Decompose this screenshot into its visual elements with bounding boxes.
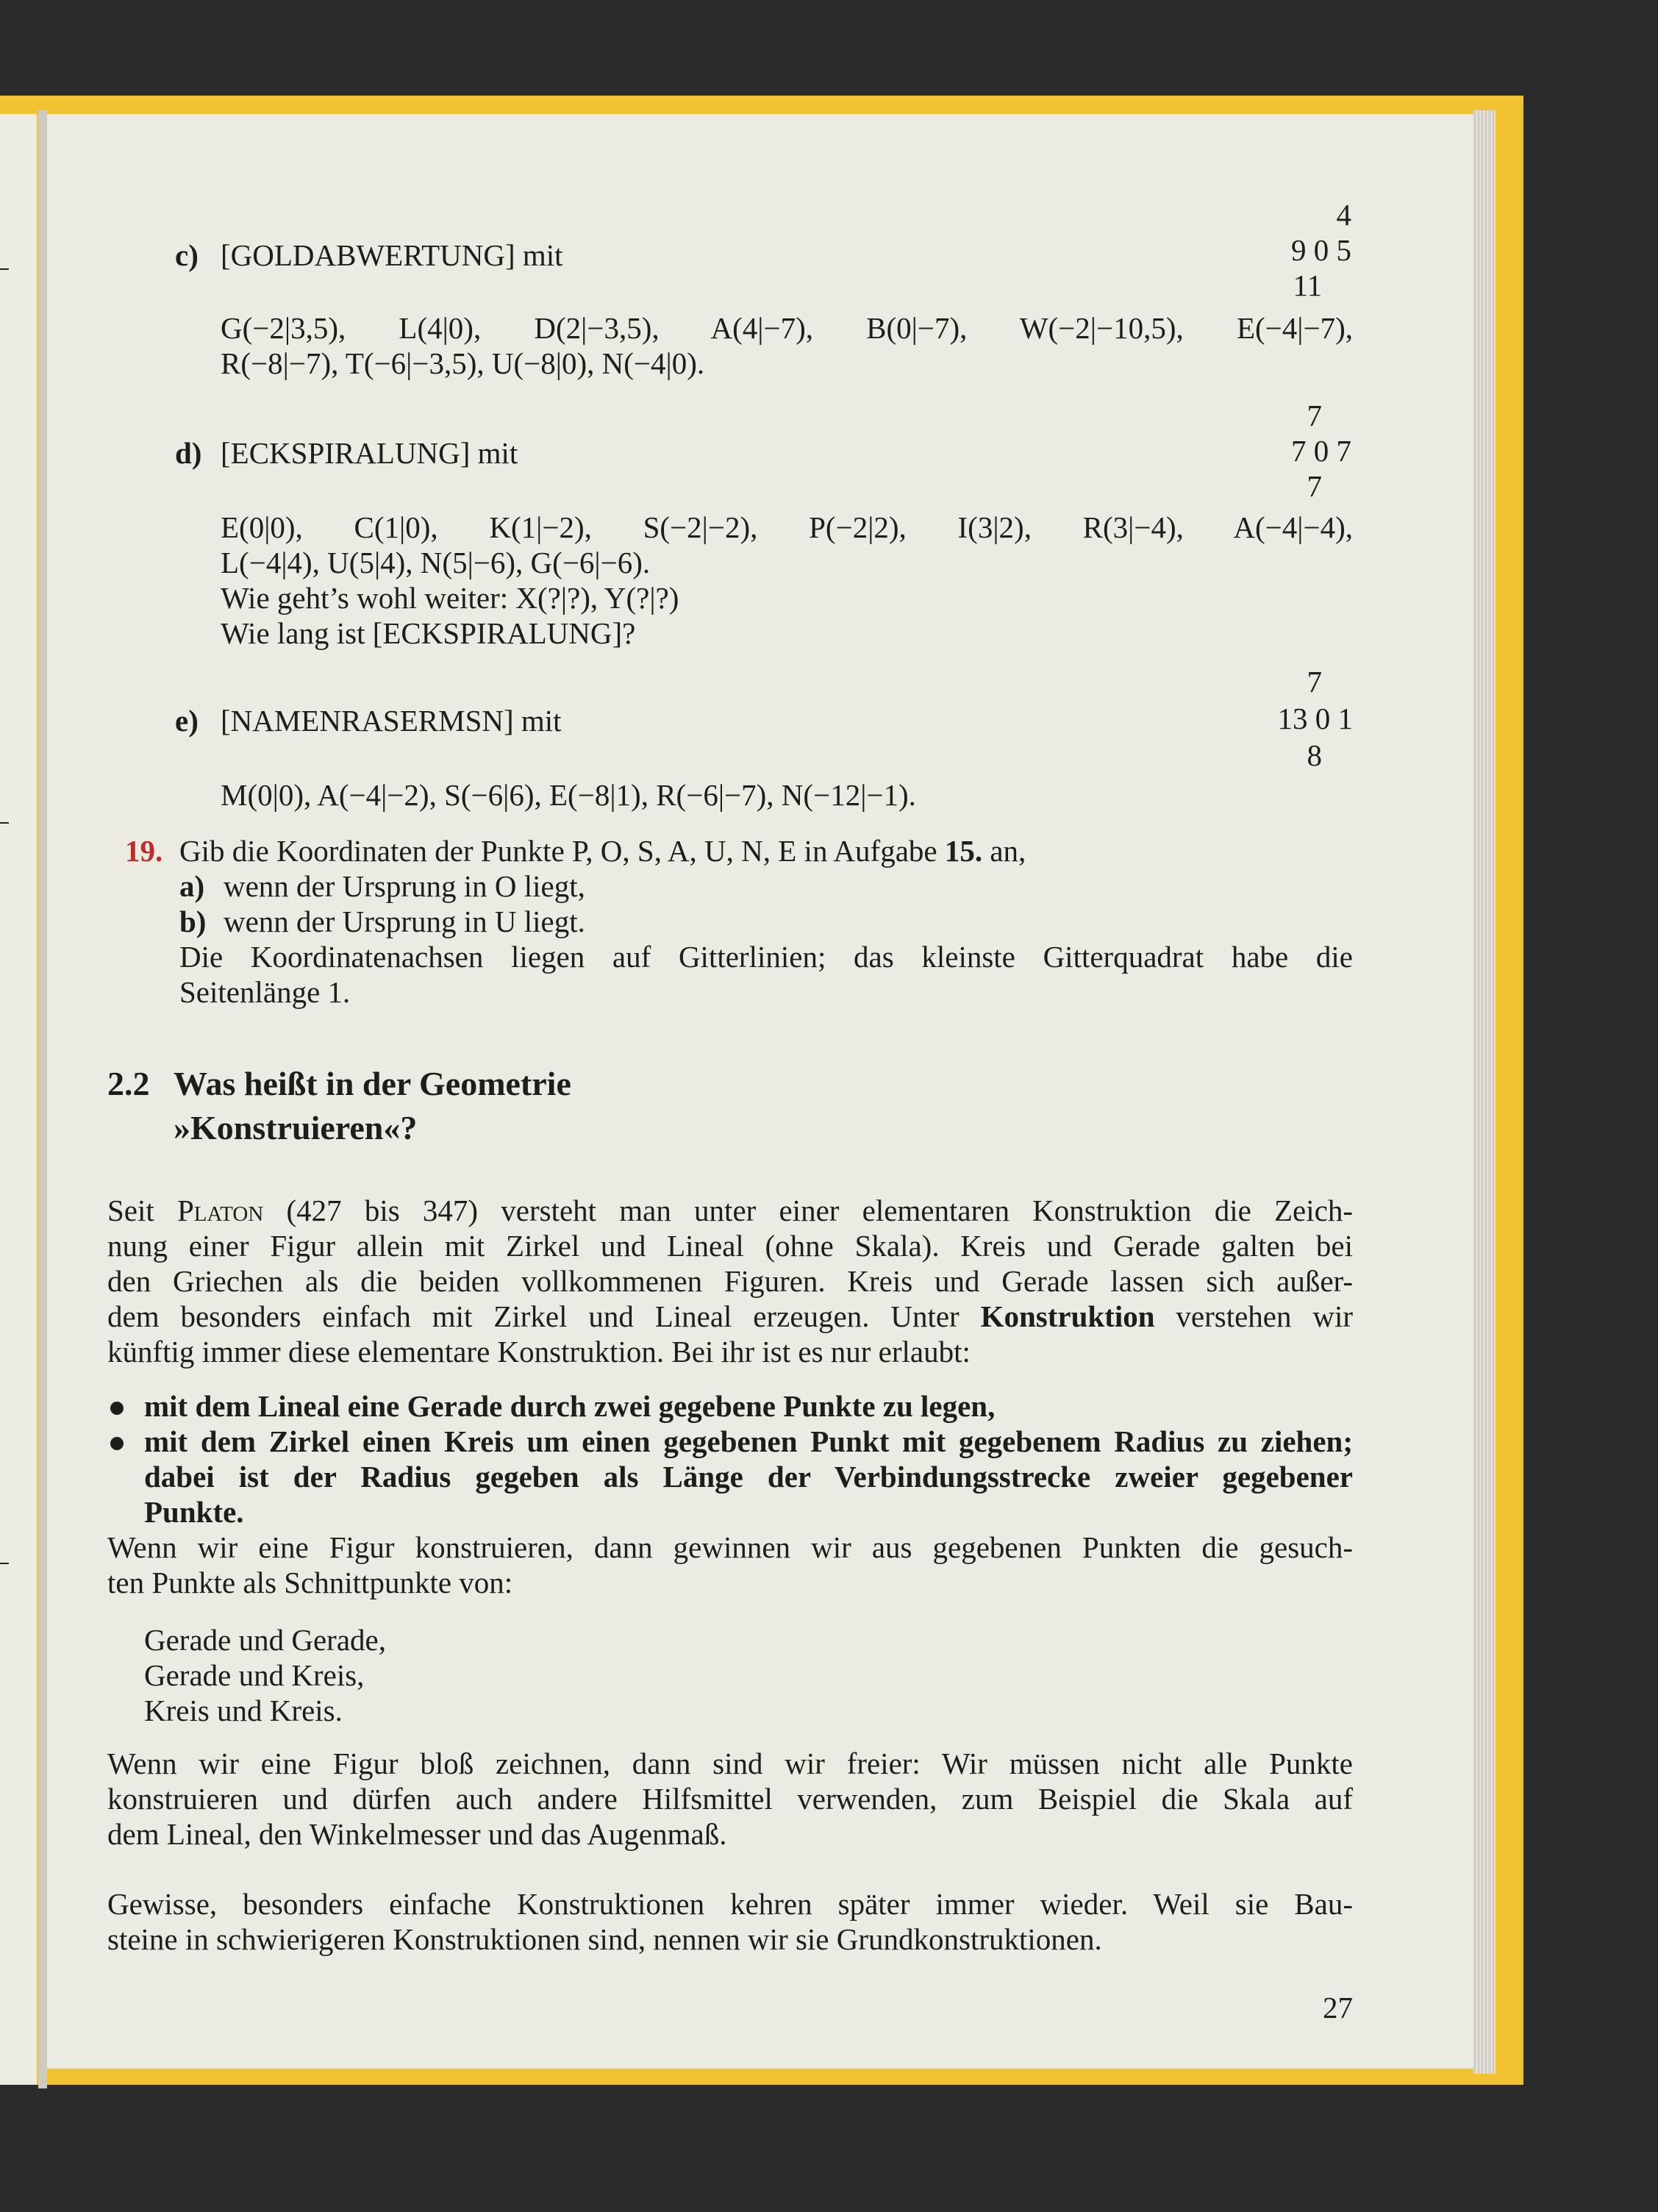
paragraph2-line1: Wenn wir eine Figur konstruieren, dann gewinnen wir aus gegebenen Punkten die gesuch- <box>107 1530 1353 1564</box>
paragraph1-line5: künftig immer diese elementare Konstruktion. Bei ihr ist es nur erlaubt: <box>107 1335 971 1369</box>
exercise-d-points-line2: L(−4|4), U(5|4), N(5|−6), G(−6|−6). <box>221 546 651 579</box>
paragraph3-line2: konstruieren und dürfen auch andere Hilfsmittel verwenden, zum Beispiel die Skala auf <box>107 1782 1353 1816</box>
bullet2-line1: mit dem Zirkel einen Kreis um einen gegebenen Punkt mit gegebenem Radius zu ziehen; <box>144 1424 1353 1458</box>
task-19-text: Gib die Koordinaten der Punkte P, O, S, A, U, N, E in Aufgabe 15. an, <box>179 834 1026 868</box>
paragraph1-line3: den Griechen als die beiden vollkommenen Figuren. Kreis und Gerade lassen sich außer- <box>107 1264 1353 1298</box>
book-gutter <box>38 110 47 2088</box>
paragraph3-line1: Wenn wir eine Figur bloß zeichnen, dann sind wir freier: Wir müssen nicht alle Punkte <box>107 1747 1353 1780</box>
exercise-d-label: d) <box>175 436 202 470</box>
section-title-line1: Was heißt in der Geometrie <box>174 1065 571 1102</box>
exercise-d-question2: Wie lang ist [ECKSPIRALUNG]? <box>221 616 636 650</box>
page-number: 27 <box>1323 1991 1353 2024</box>
section-title-line2: »Konstruieren«? <box>174 1109 418 1146</box>
task-19-number: 19. <box>125 834 163 868</box>
list-item-2: Gerade und Kreis, <box>144 1658 365 1692</box>
exercise-c-matrix-bottom: 11 <box>1293 268 1322 302</box>
task-19-line4: Die Koordinatenachsen liegen auf Gitterlinien; das kleinste Gitterquadrat habe die <box>179 940 1353 974</box>
paragraph1-line1: Seit Platon (427 bis 347) versteht man unter einer elementaren Konstruktion die Zeich- <box>107 1194 1354 1227</box>
page-edges <box>1473 110 1496 2074</box>
margin-mark <box>0 822 9 824</box>
exercise-e-points-line1: M(0|0), A(−4|−2), S(−6|6), E(−8|1), R(−6|−7), N(−12|−1). <box>221 778 916 812</box>
section-number: 2.2 <box>107 1065 150 1102</box>
task-19-b-text: wenn der Ursprung in U liegt. <box>224 905 585 938</box>
paragraph1-line2: nung einer Figur allein mit Zirkel und Lineal (ohne Skala). Kreis und Gerade galten bei <box>107 1229 1353 1263</box>
exercise-c-title: [GOLDABWERTUNG] mit <box>221 238 563 272</box>
margin-mark <box>0 1563 9 1564</box>
exercise-d-points-line1: E(0|0), C(1|0), K(1|−2), S(−2|−2), P(−2|2), I(3|2), R(3|−4), A(−4|−4), <box>221 510 1353 544</box>
paragraph1-line4: dem besonders einfach mit Zirkel und Lineal erzeugen. Unter Konstruktion verstehen wir <box>107 1299 1354 1333</box>
exercise-c-points-line2: R(−8|−7), T(−6|−3,5), U(−8|0), N(−4|0). <box>221 346 705 380</box>
paragraph4-line2: steine in schwierigeren Konstruktionen sind, nennen wir sie Grundkonstruktionen. <box>107 1922 1102 1956</box>
bullet-dot <box>110 1402 124 1415</box>
bullet-dot <box>110 1437 124 1450</box>
task-19-a-text: wenn der Ursprung in O liegt, <box>224 869 585 903</box>
task-19-b-label: b) <box>179 905 207 938</box>
exercise-d-question1: Wie geht’s wohl weiter: X(?|?), Y(?|?) <box>221 581 679 615</box>
exercise-c-points-line1: G(−2|3,5), L(4|0), D(2|−3,5), A(4|−7), B(0|−7), W(−2|−10,5), E(−4|−7), <box>221 311 1353 345</box>
paragraph3-line3: dem Lineal, den Winkelmesser und das Augenmaß. <box>107 1817 727 1851</box>
exercise-e-matrix-bottom: 8 <box>1307 738 1322 772</box>
paragraph2-line2: ten Punkte als Schnittpunkte von: <box>107 1566 513 1599</box>
exercise-d-matrix-mid: 7 0 7 <box>1291 434 1351 468</box>
paragraph4-line1: Gewisse, besonders einfache Konstruktionen kehren später immer wieder. Weil sie Bau- <box>107 1887 1353 1921</box>
exercise-e-matrix-mid: 13 0 1 <box>1277 702 1353 735</box>
list-item-3: Kreis und Kreis. <box>144 1694 343 1727</box>
task-19-line5: Seitenlänge 1. <box>179 975 351 1009</box>
bullet1-text: mit dem Lineal eine Gerade durch zwei gegebene Punkte zu legen, <box>144 1389 996 1423</box>
exercise-e-label: e) <box>175 704 199 738</box>
bullet2-line3: Punkte. <box>144 1495 244 1529</box>
exercise-e-title: [NAMENRASERMSN] mit <box>221 704 562 738</box>
left-page-edge <box>0 114 37 2085</box>
exercise-d-title: [ECKSPIRALUNG] mit <box>221 436 518 470</box>
exercise-e-matrix-top: 7 <box>1307 665 1322 699</box>
exercise-d-matrix-top: 7 <box>1307 399 1322 432</box>
exercise-c-label: c) <box>175 238 199 272</box>
exercise-d-matrix-bottom: 7 <box>1307 469 1322 503</box>
list-item-1: Gerade und Gerade, <box>144 1623 386 1657</box>
margin-mark <box>0 268 9 270</box>
exercise-c-matrix-mid: 9 0 5 <box>1291 233 1351 267</box>
exercise-c-matrix-top: 4 <box>1336 198 1351 232</box>
bullet2-line2: dabei ist der Radius gegeben als Länge der Verbindungsstrecke zweier gegebener <box>144 1460 1353 1494</box>
task-19-a-label: a) <box>179 869 205 903</box>
